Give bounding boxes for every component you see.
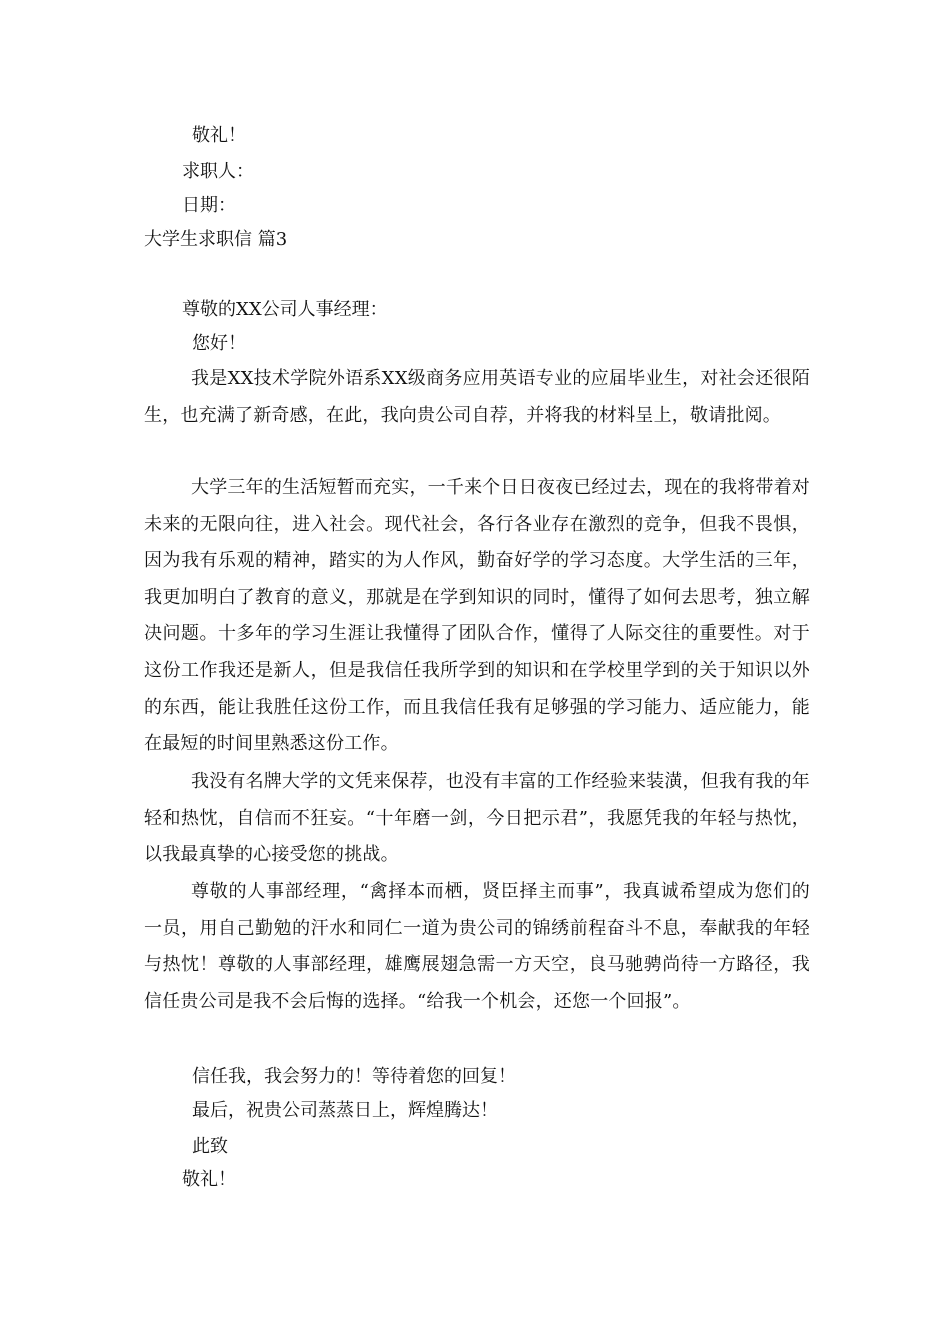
previous-salute: 敬礼！ — [192, 125, 246, 146]
section-title: 大学生求职信 篇3 — [144, 229, 288, 250]
letter-paragraph: 尊敬的人事部经理，“禽择本而栖，贤臣择主而事”，我真诚希望成为您们的一员，用自己勤勉的汗水和同仁一道为贵公司的锦绣前程奋斗不息，奉献我的年轻与热忱！尊敬的人事部经理，雄鹰展翅急需一方天空，良马驰骋尚待一方路径，我信任贵公司是我不会后悔的选择。“给我一个机会，还您一个回报”。 — [144, 881, 810, 1012]
date-label: 日期： — [182, 195, 236, 216]
closing-line: 最后，祝贵公司蒸蒸日上，辉煌腾达！ — [192, 1100, 498, 1121]
letter-paragraph: 大学三年的生活短暂而充实，一千来个日日夜夜已经过去，现在的我将带着对未来的无限向往，进入社会。现代社会，各行各业存在激烈的竞争，但我不畏惧，因为我有乐观的精神，踏实的为人作风，勤奋好学的学习态度。大学生活的三年，我更加明白了教育的意义，那就是在学到知识的同时，懂得了如何去思考，独立解决问题。十多年的学习生涯让我懂得了团队合作，懂得了人际交往的重要性。对于这份工作我还是新人，但是我信任我所学到的知识和在学校里学到的关于知识以外的东西，能让我胜任这份工作，而且我信任我有足够强的学习能力、适应能力，能在最短的时间里熟悉这份工作。 — [144, 477, 810, 755]
letter-paragraph: 我是XX技术学院外语系XX级商务应用英语专业的应届毕业生，对社会还很陌生，也充满了新奇感，在此，我向贵公司自荐，并将我的材料呈上，敬请批阅。 — [144, 368, 810, 426]
closing-line: 此致 — [192, 1136, 228, 1157]
closing-line: 信任我，我会努力的！等待着您的回复！ — [192, 1066, 516, 1087]
letter-salute: 敬礼！ — [182, 1169, 236, 1190]
letter-paragraph: 我没有名牌大学的文凭来保荐，也没有丰富的工作经验来装潢，但我有我的年轻和热忱，自信而不狂妄。“十年磨一剑，今日把示君”，我愿凭我的年轻与热忱，以我最真挚的心接受您的挑战。 — [144, 771, 810, 866]
letter-greeting: 您好！ — [192, 333, 246, 354]
applicant-label: 求职人： — [182, 161, 254, 182]
letter-addressee: 尊敬的XX公司人事经理： — [182, 299, 388, 320]
